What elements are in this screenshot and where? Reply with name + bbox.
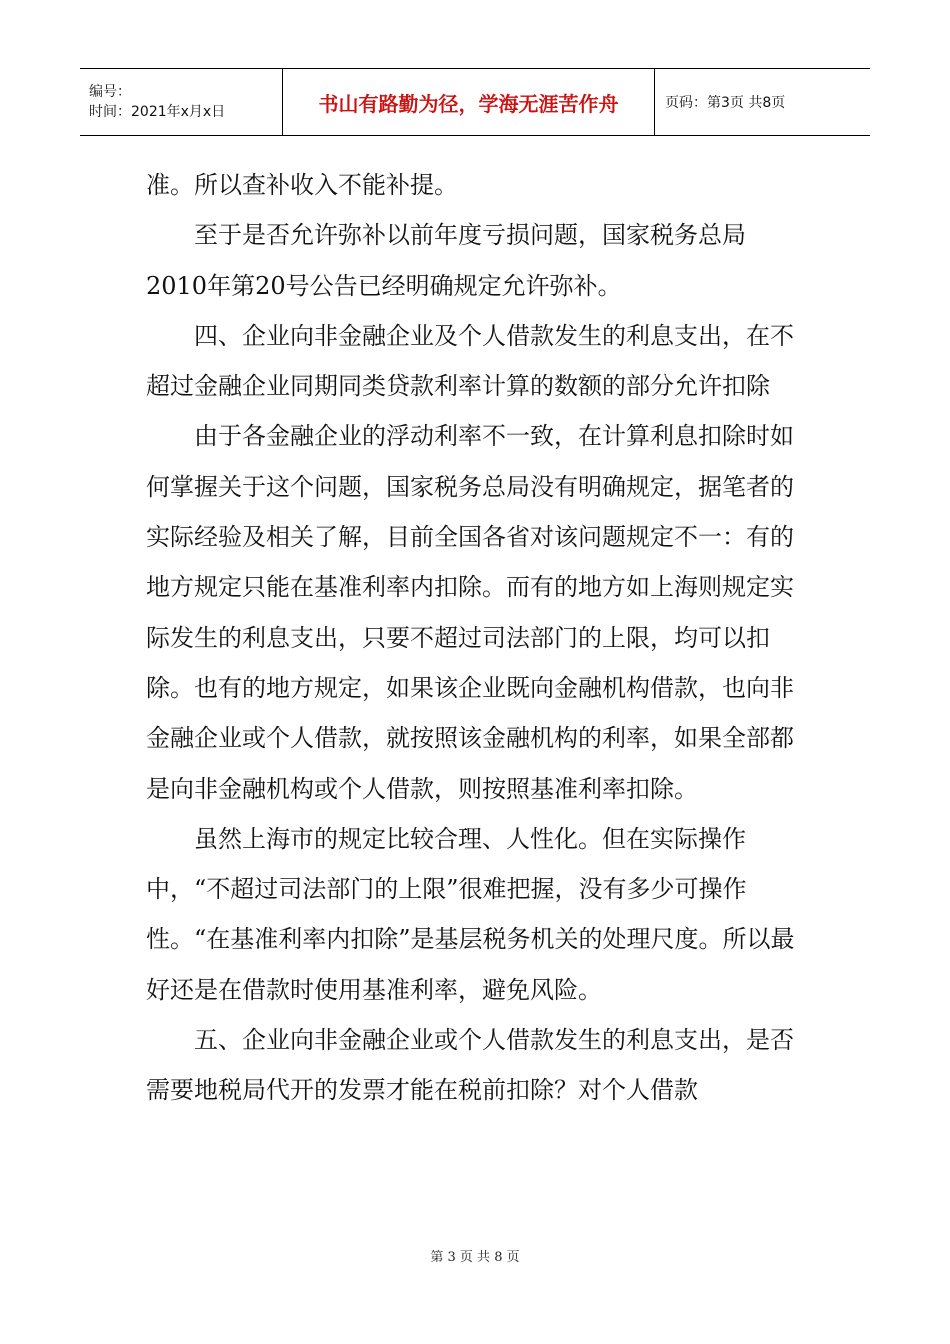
header-motto: 书山有路勤为径，学海无涯苦作舟 (318, 91, 619, 116)
paragraph: 由于各金融企业的浮动利率不一致，在计算利息扣除时如何掌握关于这个问题，国家税务总局没有明确规定，据笔者的实际经验及相关了解，目前全国各省对该问题规定不一：有的地方规定只能在基准利率内扣除。而有的地方如上海则规定实际发生的利息支出，只要不超过司法部门的上限，均可以扣除。也有的地方规定，如果该企业既向金融机构借款，也向非金融企业或个人借款，就按照该金融机构的利率，如果全部都是向非金融机构或个人借款，则按照基准利率扣除。 (146, 422, 794, 803)
page-header (80, 68, 870, 136)
header-page-cell (655, 69, 870, 135)
header-info-cell (80, 69, 283, 135)
paragraph: 至于是否允许弥补以前年度亏损问题，国家税务总局2010年第20号公告已经明确规定允许弥补。 (146, 221, 746, 300)
page-footer: 第 3 页 共 8 页 (430, 1250, 520, 1265)
document-body (146, 160, 806, 1116)
header-motto-cell (283, 69, 655, 135)
document-number-label: 编号： (89, 84, 131, 100)
paragraph: 虽然上海市的规定比较合理、人性化。但在实际操作中，“不超过司法部门的上限”很难把握，没有多少可操作性。“在基准利率内扣除”是基层税务机关的处理尺度。所以最好还是在借款时使用基准利率，避免风险。 (146, 824, 795, 1004)
section-heading-5: 五、企业向非金融企业或个人借款发生的利息支出，是否需要地税局代开的发票才能在税前扣除？对个人借款 (146, 1026, 794, 1105)
header-page-number: 页码：第3页 共8页 (665, 95, 786, 111)
document-time-label: 时间：2021年x月x日 (89, 104, 226, 120)
section-heading-4: 四、企业向非金融企业及个人借款发生的利息支出，在不超过金融企业同期同类贷款利率计算的数额的部分允许扣除 (146, 321, 794, 401)
paragraph-continuation: 准。所以查补收入不能补提。 (146, 171, 458, 199)
